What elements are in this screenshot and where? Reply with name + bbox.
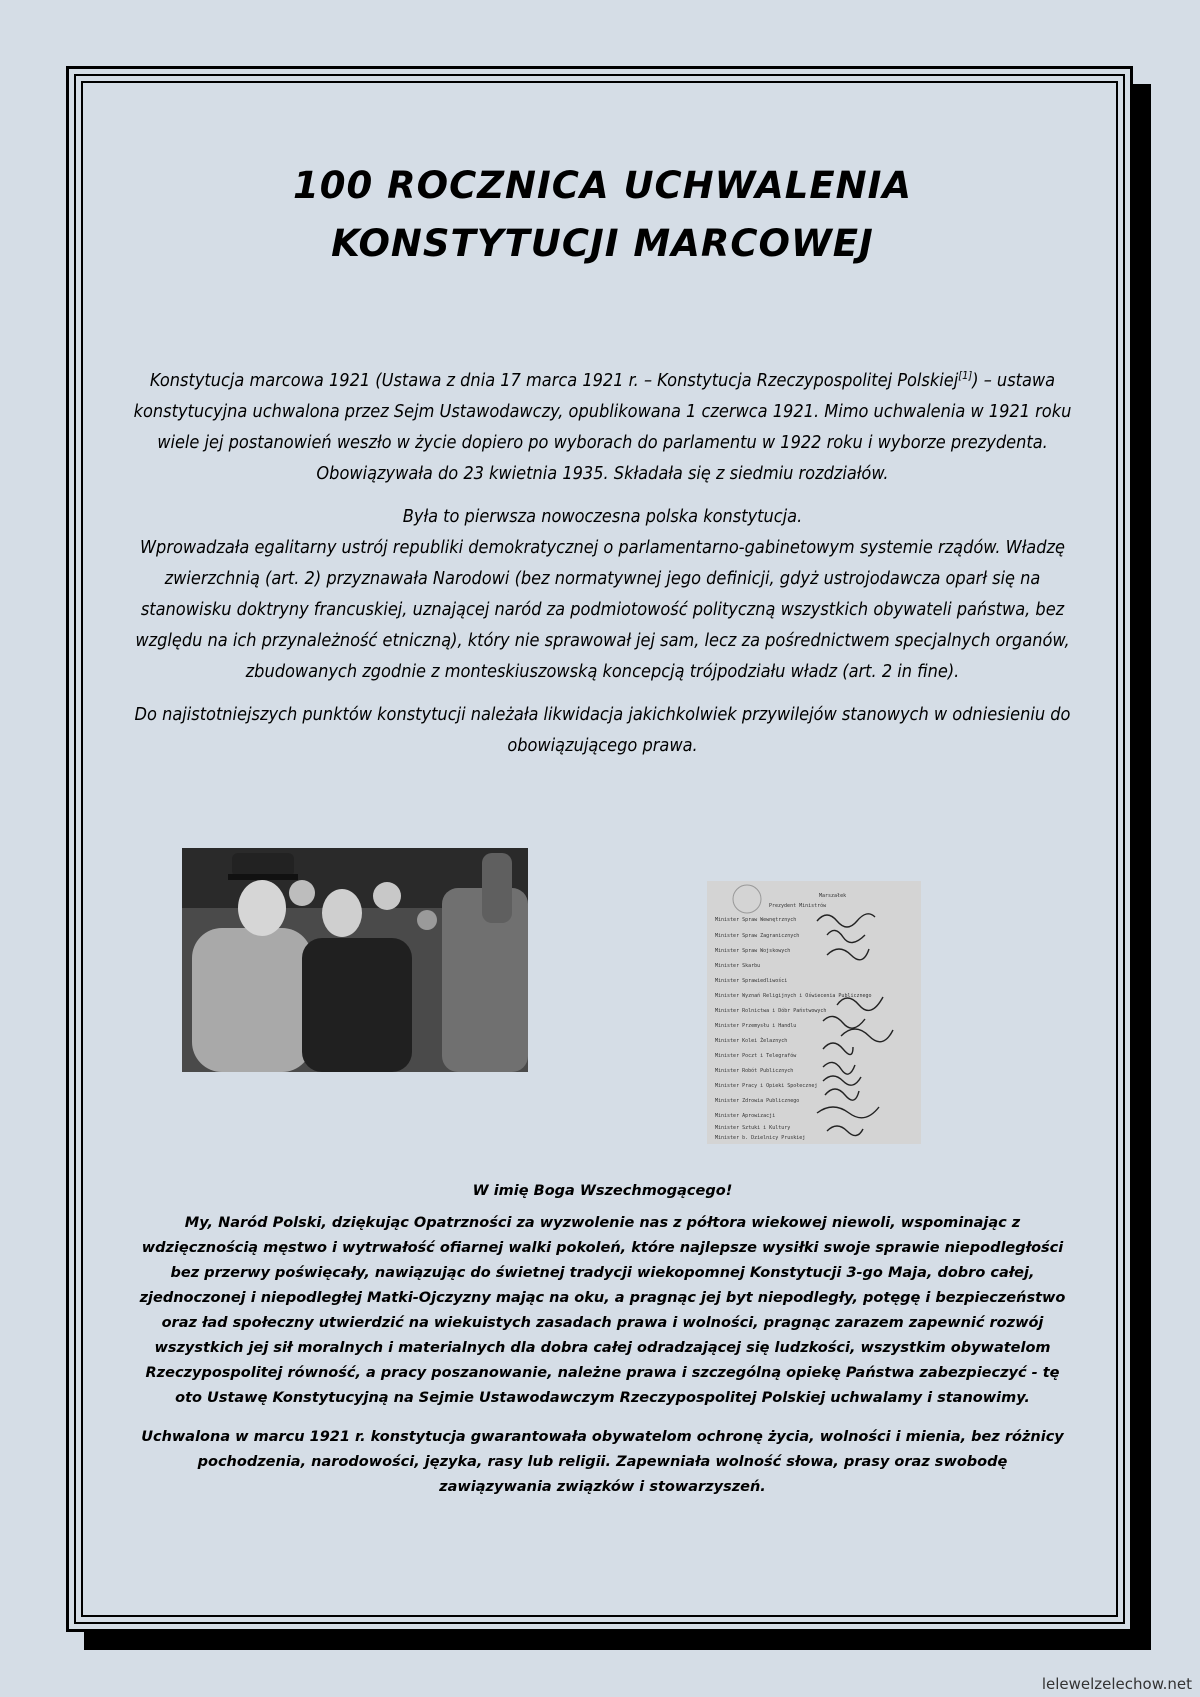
preamble-closing: Uchwalona w marcu 1921 r. konstytucja gwarantowała obywatelom ochronę życia, wolności i mienia, bez różnicy pochodzenia, narodowości, języka, rasy lub religii. Zapewniała wolność słowa, prasy oraz swobodę zawiązywania związków i stowarzyszeń. <box>141 1429 1064 1495</box>
doc-row: Minister Sprawiedliwości <box>715 978 788 984</box>
doc-row: Minister Rolnictwa i Dóbr Państwowych <box>715 1008 827 1014</box>
doc-row: Minister Aprowizacji <box>715 1113 776 1119</box>
preamble-text <box>139 1179 1066 1514</box>
intro-paragraph-3: Do najistotniejszych punktów konstytucji należała likwidacja jakichkolwiek przywilejów stanowych w odniesieniu do obowiązującego prawa. <box>134 704 1071 756</box>
intro-p1-start: Konstytucja marcowa 1921 (Ustawa z dnia 17 marca 1921 r. – Konstytucja Rzeczypospolitej Polskiej <box>149 370 959 391</box>
preamble-heading: W imię Boga Wszechmogącego! <box>472 1183 733 1199</box>
doc-row: Minister Spraw Wewnętrznych <box>715 917 797 923</box>
doc-row: Minister Kolei Żelaznych <box>715 1038 788 1044</box>
poster-frame <box>66 66 1133 1632</box>
signatures-document <box>707 881 921 1144</box>
doc-row: Minister Przemysłu i Handlu <box>715 1023 797 1029</box>
intro-paragraph-1 <box>129 365 1076 489</box>
doc-row: Minister Pracy i Opieki Społecznej <box>715 1083 818 1089</box>
doc-row: Minister Poczt i Telegrafów <box>715 1053 797 1059</box>
doc-row: Minister Robót Publicznych <box>715 1068 794 1074</box>
poster-title: 100 ROCZNICA UCHWALENIA KONSTYTUCJI MARCOWEJ <box>293 164 912 265</box>
doc-row: Minister Skarbu <box>715 963 761 969</box>
doc-row: Minister Sztuki i Kultury <box>715 1125 791 1131</box>
doc-row: Minister Spraw Wojskowych <box>715 948 791 954</box>
site-watermark: lelewelzelechow.net <box>1041 1675 1192 1693</box>
intro-paragraph-2 <box>129 501 1076 687</box>
intro-p1-end: ) – ustawa konstytucyjna uchwalona przez Sejm Ustawodawczy, opublikowana 1 czerwca 1921. Mimo uchwalenia w 1921 roku wiele jej postanowień weszło w życie dopiero po wyborach do parlamentu w 1922 roku i wyborze prezydenta. Obowiązywała do 23 kwietnia 1935. Składała się z siedmiu rozdziałów. <box>133 370 1072 484</box>
footnote-ref: [1] <box>958 369 973 382</box>
intro-p2-line1: Była to pierwsza nowoczesna polska konstytucja. <box>402 506 803 527</box>
doc-row: Minister Spraw Zagranicznych <box>715 933 800 939</box>
doc-header-right: Marszałek <box>819 893 847 899</box>
preamble-body: My, Naród Polski, dziękując Opatrzności za wyzwolenie nas z półtora wiekowej niewoli, wspominając z wdzięcznością męstwo i wytrwałość ofiarnej walki pokoleń, które najlepsze wysiłki swoje sprawie niepodległości bez przerwy poświęcały, nawiązując do świetnej tradycji wiekopomnej Konstytucji 3-go Maja, dobro całej, zjednoczonej i niepodległej Matki-Ojczyzny mając na oku, a pragnąc jej byt niepodległy, potęgę i bezpieczeństwo oraz ład społeczny utwierdzić na wiekuistych zasadach prawa i wolności, pragnąc zarazem zapewnić rozwój wszystkich jej sił moralnych i materialnych dla dobra całej odradzającej się ludzkości, wszystkim obywatelom Rzeczypospolitej równość, a pracy poszanowanie, należne prawa i szczególną opiekę Państwa zabezpieczyć - tę oto Ustawę Konstytucyjną na Sejmie Ustawodawczym Rzeczypospolitej Polskiej uchwalamy i stanowimy. <box>139 1215 1066 1406</box>
intro-p2-line2: Wprowadzała egalitarny ustrój republiki demokratycznej o parlamentarno-gabinetowym systemie rządów. Władzę zwierzchnią (art. 2) przyznawała Narodowi (bez normatywnej jego definicji, gdyż ustrojodawcza oparł się na stanowisku doktryny francuskiej, uznającej naród za podmiotowość polityczną wszystkich obywateli państwa, bez względu na ich przynależność etniczną), który nie sprawował jej sam, lecz za pośrednictwem specjalnych organów, zbudowanych zgodnie z monteskiuszowską koncepcją trójpodziału władz (art. 2 in fine). <box>135 537 1070 682</box>
historical-photo <box>182 848 528 1072</box>
doc-row: Minister Wyznań Religijnych i Oświecenia Publicznego <box>715 993 872 999</box>
intro-text <box>129 365 1076 773</box>
doc-row: Minister b. Dzielnicy Pruskiej <box>715 1135 806 1141</box>
doc-row: Minister Zdrowia Publicznego <box>715 1098 800 1104</box>
doc-header-left: Prezydent Ministrów <box>769 903 827 909</box>
